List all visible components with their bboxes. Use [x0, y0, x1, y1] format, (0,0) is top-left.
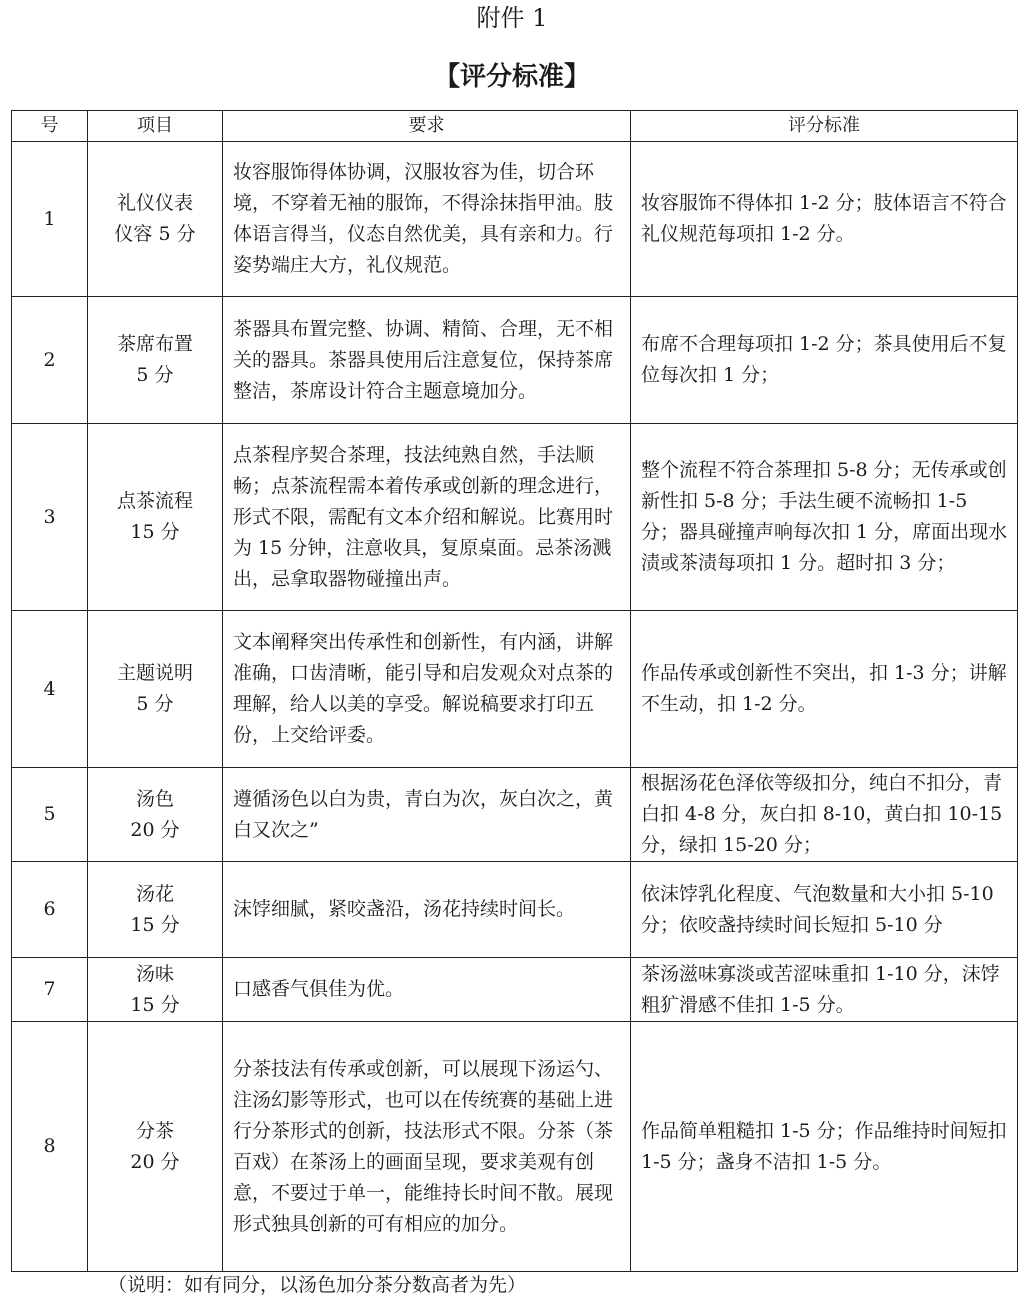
row-requirement: 分茶技法有传承或创新，可以展现下汤运勺、注汤幻影等形式，也可以在传统赛的基础上进行分茶形式的创新，技法形式不限。分茶（茶百戏）在茶汤上的画面呈现，要求美观有创意，不要过于单一，能维持长时间不散。展现形式独具创新的可有相应的加分。: [223, 1022, 631, 1272]
scoring-table: [11, 110, 1018, 1272]
row-criteria: 妆容服饰不得体扣 1-2 分；肢体语言不符合礼仪规范每项扣 1-2 分。: [631, 142, 1018, 297]
row-criteria: 依沫饽乳化程度、气泡数量和大小扣 5-10 分；依咬盏持续时间长短扣 5-10 分: [631, 862, 1018, 958]
item-score: 15 分: [130, 913, 180, 936]
page-title: 【评分标准】: [433, 62, 590, 92]
row-requirement: 沫饽细腻，紧咬盏沿，汤花持续时间长。: [223, 862, 631, 958]
item-score: 5 分: [136, 364, 174, 386]
row-number: 3: [12, 424, 88, 611]
attachment-label: 附件 1: [476, 4, 548, 32]
row-criteria: 茶汤滋味寡淡或苦涩味重扣 1-10 分，沫饽粗犷滑感不佳扣 1-5 分。: [631, 958, 1018, 1022]
row-number: 1: [12, 142, 88, 297]
table-row: [12, 142, 1018, 297]
row-criteria: 根据汤花色泽依等级扣分，纯白不扣分，青白扣 4-8 分，灰白扣 8-10，黄白扣 10-15 分，绿扣 15-20 分；: [631, 768, 1018, 862]
row-item: [88, 297, 223, 424]
row-requirement: 茶器具布置完整、协调、精简、合理，无不相关的器具。茶器具使用后注意复位，保持茶席整洁，茶席设计符合主题意境加分。: [223, 297, 631, 424]
item-name: 礼仪仪表: [116, 192, 193, 214]
table-row: [12, 958, 1018, 1022]
row-requirement: 点茶程序契合茶理，技法纯熟自然，手法顺畅；点茶流程需本着传承或创新的理念进行，形式不限，需配有文本介绍和解说。比赛用时为 15 分钟，注意收具，复原桌面。忌茶汤溅出，忌拿取器物碰撞出声。: [223, 424, 631, 611]
item-score: 15 分: [130, 521, 180, 543]
table-row: [12, 611, 1018, 768]
footnote: （说明：如有同分，以汤色加分茶分数高者为先）: [108, 1274, 527, 1296]
item-name: 分茶: [135, 1119, 174, 1142]
row-number: 6: [12, 862, 88, 958]
row-item: [88, 142, 223, 297]
item-score: 15 分: [130, 993, 180, 1016]
item-score: 20 分: [130, 1150, 180, 1173]
row-criteria: 布席不合理每项扣 1-2 分；茶具使用后不复位每次扣 1 分；: [631, 297, 1018, 424]
item-name: 汤花: [135, 882, 174, 905]
row-item: [88, 424, 223, 611]
item-score: 5 分: [136, 693, 174, 715]
header-criteria: 评分标准: [631, 111, 1018, 142]
row-requirement: 口感香气俱佳为优。: [223, 958, 631, 1022]
row-number: 7: [12, 958, 88, 1022]
item-name: 茶席布置: [116, 333, 193, 355]
row-item: [88, 958, 223, 1022]
table-row: [12, 768, 1018, 862]
row-item: [88, 611, 223, 768]
row-number: 2: [12, 297, 88, 424]
row-number: 5: [12, 768, 88, 862]
header-number: 号: [12, 111, 88, 142]
item-name: 主题说明: [116, 662, 193, 684]
item-score: 20 分: [130, 818, 180, 841]
table-row: [12, 297, 1018, 424]
row-requirement: 妆容服饰得体协调，汉服妆容为佳，切合环境，不穿着无袖的服饰，不得涂抹指甲油。肢体语言得当，仪态自然优美，具有亲和力。行姿势端庄大方，礼仪规范。: [223, 142, 631, 297]
row-requirement: 文本阐释突出传承性和创新性，有内涵，讲解准确，口齿清晰，能引导和启发观众对点茶的理解，给人以美的享受。解说稿要求打印五份，上交给评委。: [223, 611, 631, 768]
item-name: 汤味: [135, 962, 174, 985]
row-number: 8: [12, 1022, 88, 1272]
header-item: 项目: [88, 111, 223, 142]
table-row: [12, 862, 1018, 958]
item-name: 点茶流程: [116, 490, 193, 512]
row-item: [88, 1022, 223, 1272]
row-item: [88, 768, 223, 862]
row-item: [88, 862, 223, 958]
row-requirement: 遵循汤色以白为贵，青白为次，灰白次之，黄白又次之”: [223, 768, 631, 862]
item-name: 汤色: [135, 787, 174, 810]
row-number: 4: [12, 611, 88, 768]
item-score: 仪容 5 分: [114, 223, 196, 245]
table-header-row: [12, 111, 1018, 142]
header-requirement: 要求: [223, 111, 631, 142]
row-criteria: 作品简单粗糙扣 1-5 分；作品维持时间短扣 1-5 分；盏身不洁扣 1-5 分。: [631, 1022, 1018, 1272]
row-criteria: 整个流程不符合茶理扣 5-8 分；无传承或创新性扣 5-8 分；手法生硬不流畅扣 1-5 分；器具碰撞声响每次扣 1 分，席面出现水渍或茶渍每项扣 1 分。超时扣 3 分；: [631, 424, 1018, 611]
table-row: [12, 1022, 1018, 1272]
row-criteria: 作品传承或创新性不突出，扣 1-3 分；讲解不生动，扣 1-2 分。: [631, 611, 1018, 768]
table-row: [12, 424, 1018, 611]
